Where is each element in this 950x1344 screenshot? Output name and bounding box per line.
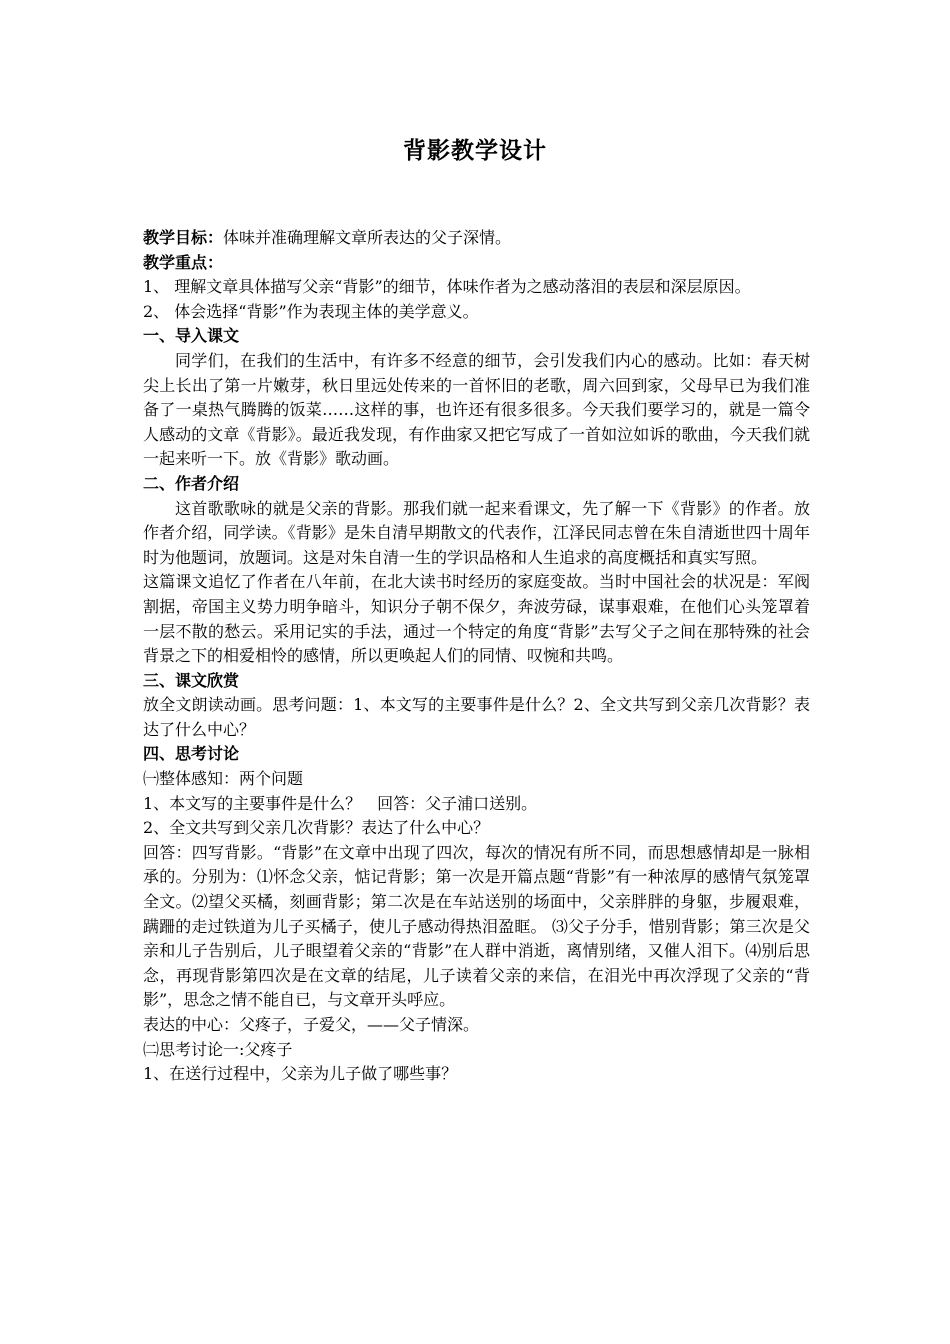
section-heading: 四、思考讨论 (143, 744, 240, 764)
key-points-label: 教学重点： (143, 252, 224, 272)
section-paragraph: 表达的中心：父疼子，子爱父，——父子情深。 (143, 1015, 480, 1034)
section-heading: 三、课文欣赏 (143, 670, 240, 690)
teaching-goal-label: 教学目标： (143, 228, 224, 247)
section-paragraph: 放全文朗读动画。思考问题：1、本文写的主要事件是什么？2、全文共写到父亲几次背影？表达了什么中心？ (143, 695, 810, 739)
section-paragraph: ㈡思考讨论一:父疼子 (143, 1039, 293, 1059)
section-paragraph: 回答：四写背影。“背影”在文章中出现了四次，每次的情况有所不同，而思想感情却是一脉相承的。分别为：⑴怀念父亲，惦记背影；第一次是开篇点题“背影”有一种浓厚的感情气氛笼罩全文。⑵望父买橘，刻画背影；第二次是在车站送别的场面中，父亲胖胖的身躯，步履艰难，蹒跚的走过铁道为儿子买橘子，使儿子感动得热泪盈眶。 ⑶父子分手，惜别背影；第三次是父亲和儿子告别后，儿子眼望着父亲的“背影”在人群中消逝，离情别绪，又催人泪下。⑷别后思念，再现背影第四次是在文章的结尾，儿子读着父亲的来信，在泪光中再次浮现了父亲的“背影”，思念之情不能自已，与文章开头呼应。 (143, 842, 810, 1010)
section-paragraph: 1、在送行过程中，父亲为儿子做了哪些事？ (143, 1064, 458, 1084)
teaching-goal-text: 体味并准确理解文章所表达的父子深情。 (223, 228, 512, 247)
section-paragraph: 同学们，在我们的生活中，有许多不经意的细节，会引发我们内心的感动。比如：春天树尖上长出了第一片嫩芽，秋日里远处传来的一首怀旧的老歌，周六回到家，父母早已为我们准备了一桌热气腾腾的饭菜……这样的事，也许还有很多很多。今天我们要学习的，就是一篇令人感动的文章《背影》。最近我发现，有作曲家又把它写成了一首如泣如诉的歌曲，今天我们就一起来听一下。放《背影》歌动画。 (143, 350, 810, 469)
teaching-goal (143, 226, 810, 251)
section-paragraph: 2、全文共写到父亲几次背影？表达了什么中心？ (143, 818, 490, 838)
section-paragraph: 这篇课文追忆了作者在八年前，在北大读书时经历的家庭变故。当时中国社会的状况是：军阀割据，帝国主义势力明争暗斗，知识分子朝不保夕，奔波劳碌，谋事艰难，在他们心头笼罩着一层不散的愁云。采用记实的手法，通过一个特定的角度“背影”去写父子之间在那特殊的社会背景之下的相爱相怜的感情，所以更唤起人们的同情、叹惋和共鸣。 (143, 572, 810, 666)
section-paragraph: 1、本文写的主要事件是什么？ 回答：父子浦口送别。 (143, 793, 538, 813)
section-paragraph: 这首歌歌咏的就是父亲的背影。那我们就一起来看课文，先了解一下《背影》的作者。放作者介绍，同学读。《背影》是朱自清早期散文的代表作，江泽民同志曾在朱自清逝世四十周年时为他题词，放题词。这是对朱自清一生的学识品格和人生追求的高度概括和真实写照。 (143, 498, 810, 567)
document-body (143, 226, 810, 1087)
section-paragraph: ㈠整体感知：两个问题 (143, 769, 304, 789)
key-point-item: 2、 体会选择“背影”作为表现主体的美学意义。 (143, 301, 479, 321)
page-title: 背影教学设计 (403, 138, 547, 164)
key-point-item: 1、 理解文章具体描写父亲“背影”的细节，体味作者为之感动落泪的表层和深层原因。 (143, 277, 751, 297)
section-heading: 一、导入课文 (143, 326, 240, 346)
section-heading: 二、作者介绍 (143, 473, 240, 493)
